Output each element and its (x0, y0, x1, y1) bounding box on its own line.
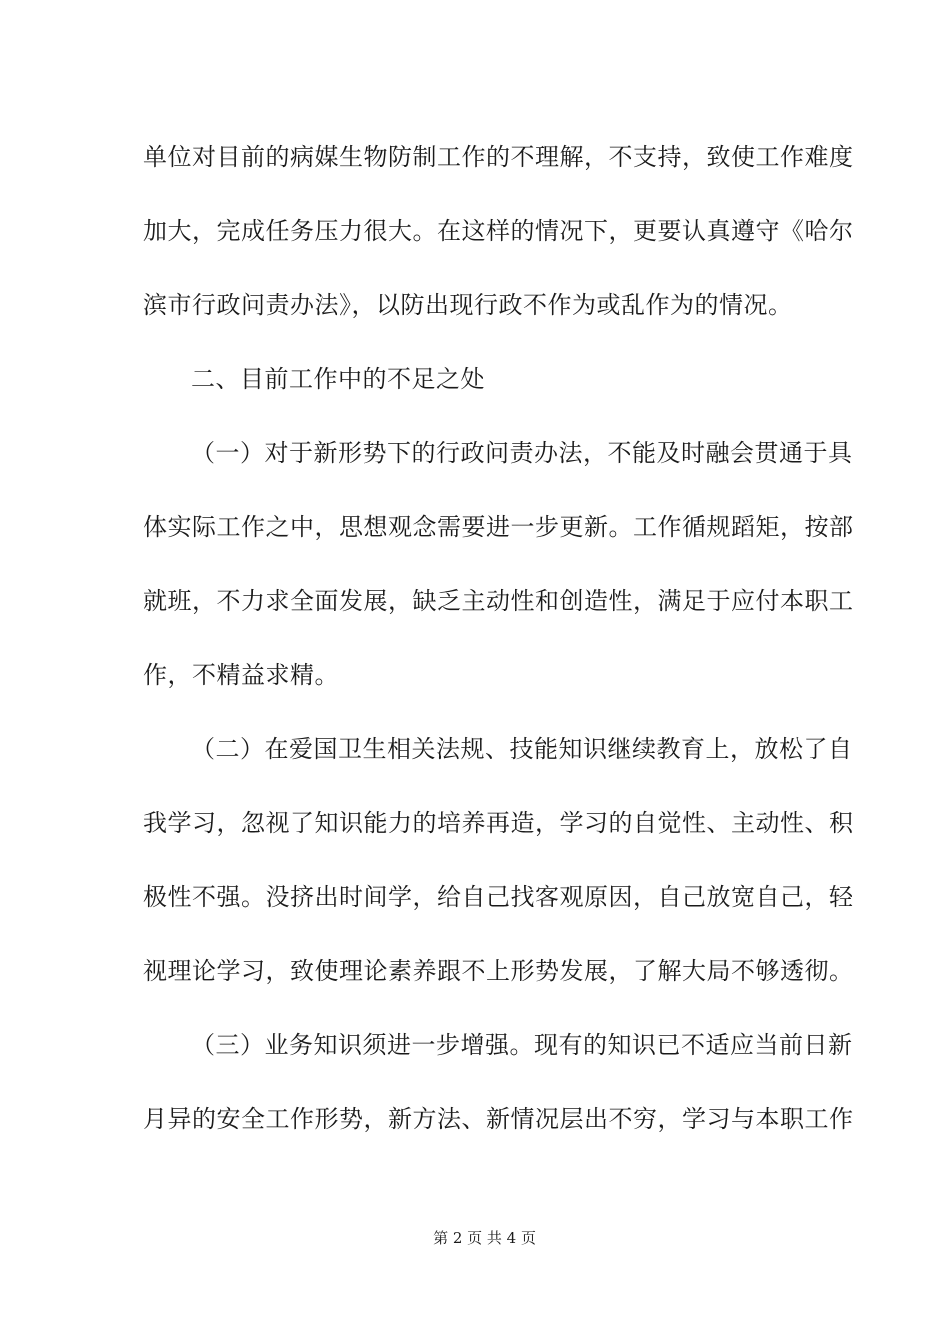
page-footer (0, 1208, 950, 1268)
paragraph-line: 月异的安全工作形势，新方法、新情况层出不穷，学习与本职工作 (143, 1105, 854, 1133)
paragraph-line: 就班，不力求全面发展，缺乏主动性和创造性，满足于应付本职工 (143, 587, 854, 615)
paragraph-line: 视理论学习，致使理论素养跟不上形势发展，了解大局不够透彻。 (143, 957, 854, 985)
paragraph-line: 作，不精益求精。 (143, 661, 339, 689)
paragraph-line: 体实际工作之中，思想观念需要进一步更新。工作循规蹈矩，按部 (143, 513, 854, 541)
paragraph-line: （三）业务知识须进一步增强。现有的知识已不适应当前日新 (191, 1031, 853, 1059)
paragraph-line: （一）对于新形势下的行政问责办法，不能及时融会贯通于具 (191, 439, 853, 467)
section-heading: 二、目前工作中的不足之处 (191, 365, 485, 393)
page-number-label: 第 2 页 共 4 页 (433, 1229, 536, 1247)
paragraph-line: 我学习，忽视了知识能力的培养再造，学习的自觉性、主动性、积 (143, 809, 854, 837)
paragraph-line: 单位对目前的病媒生物防制工作的不理解，不支持，致使工作难度 (143, 143, 854, 171)
paragraph-line: 加大，完成任务压力很大。在这样的情况下，更要认真遵守《哈尔 (143, 217, 854, 245)
paragraph-line: 极性不强。没挤出时间学，给自己找客观原因，自己放宽自己，轻 (143, 883, 854, 911)
paragraph-line: （二）在爱国卫生相关法规、技能知识继续教育上，放松了自 (191, 735, 853, 763)
paragraph-line: 滨市行政问责办法》，以防出现行政不作为或乱作为的情况。 (143, 291, 793, 319)
